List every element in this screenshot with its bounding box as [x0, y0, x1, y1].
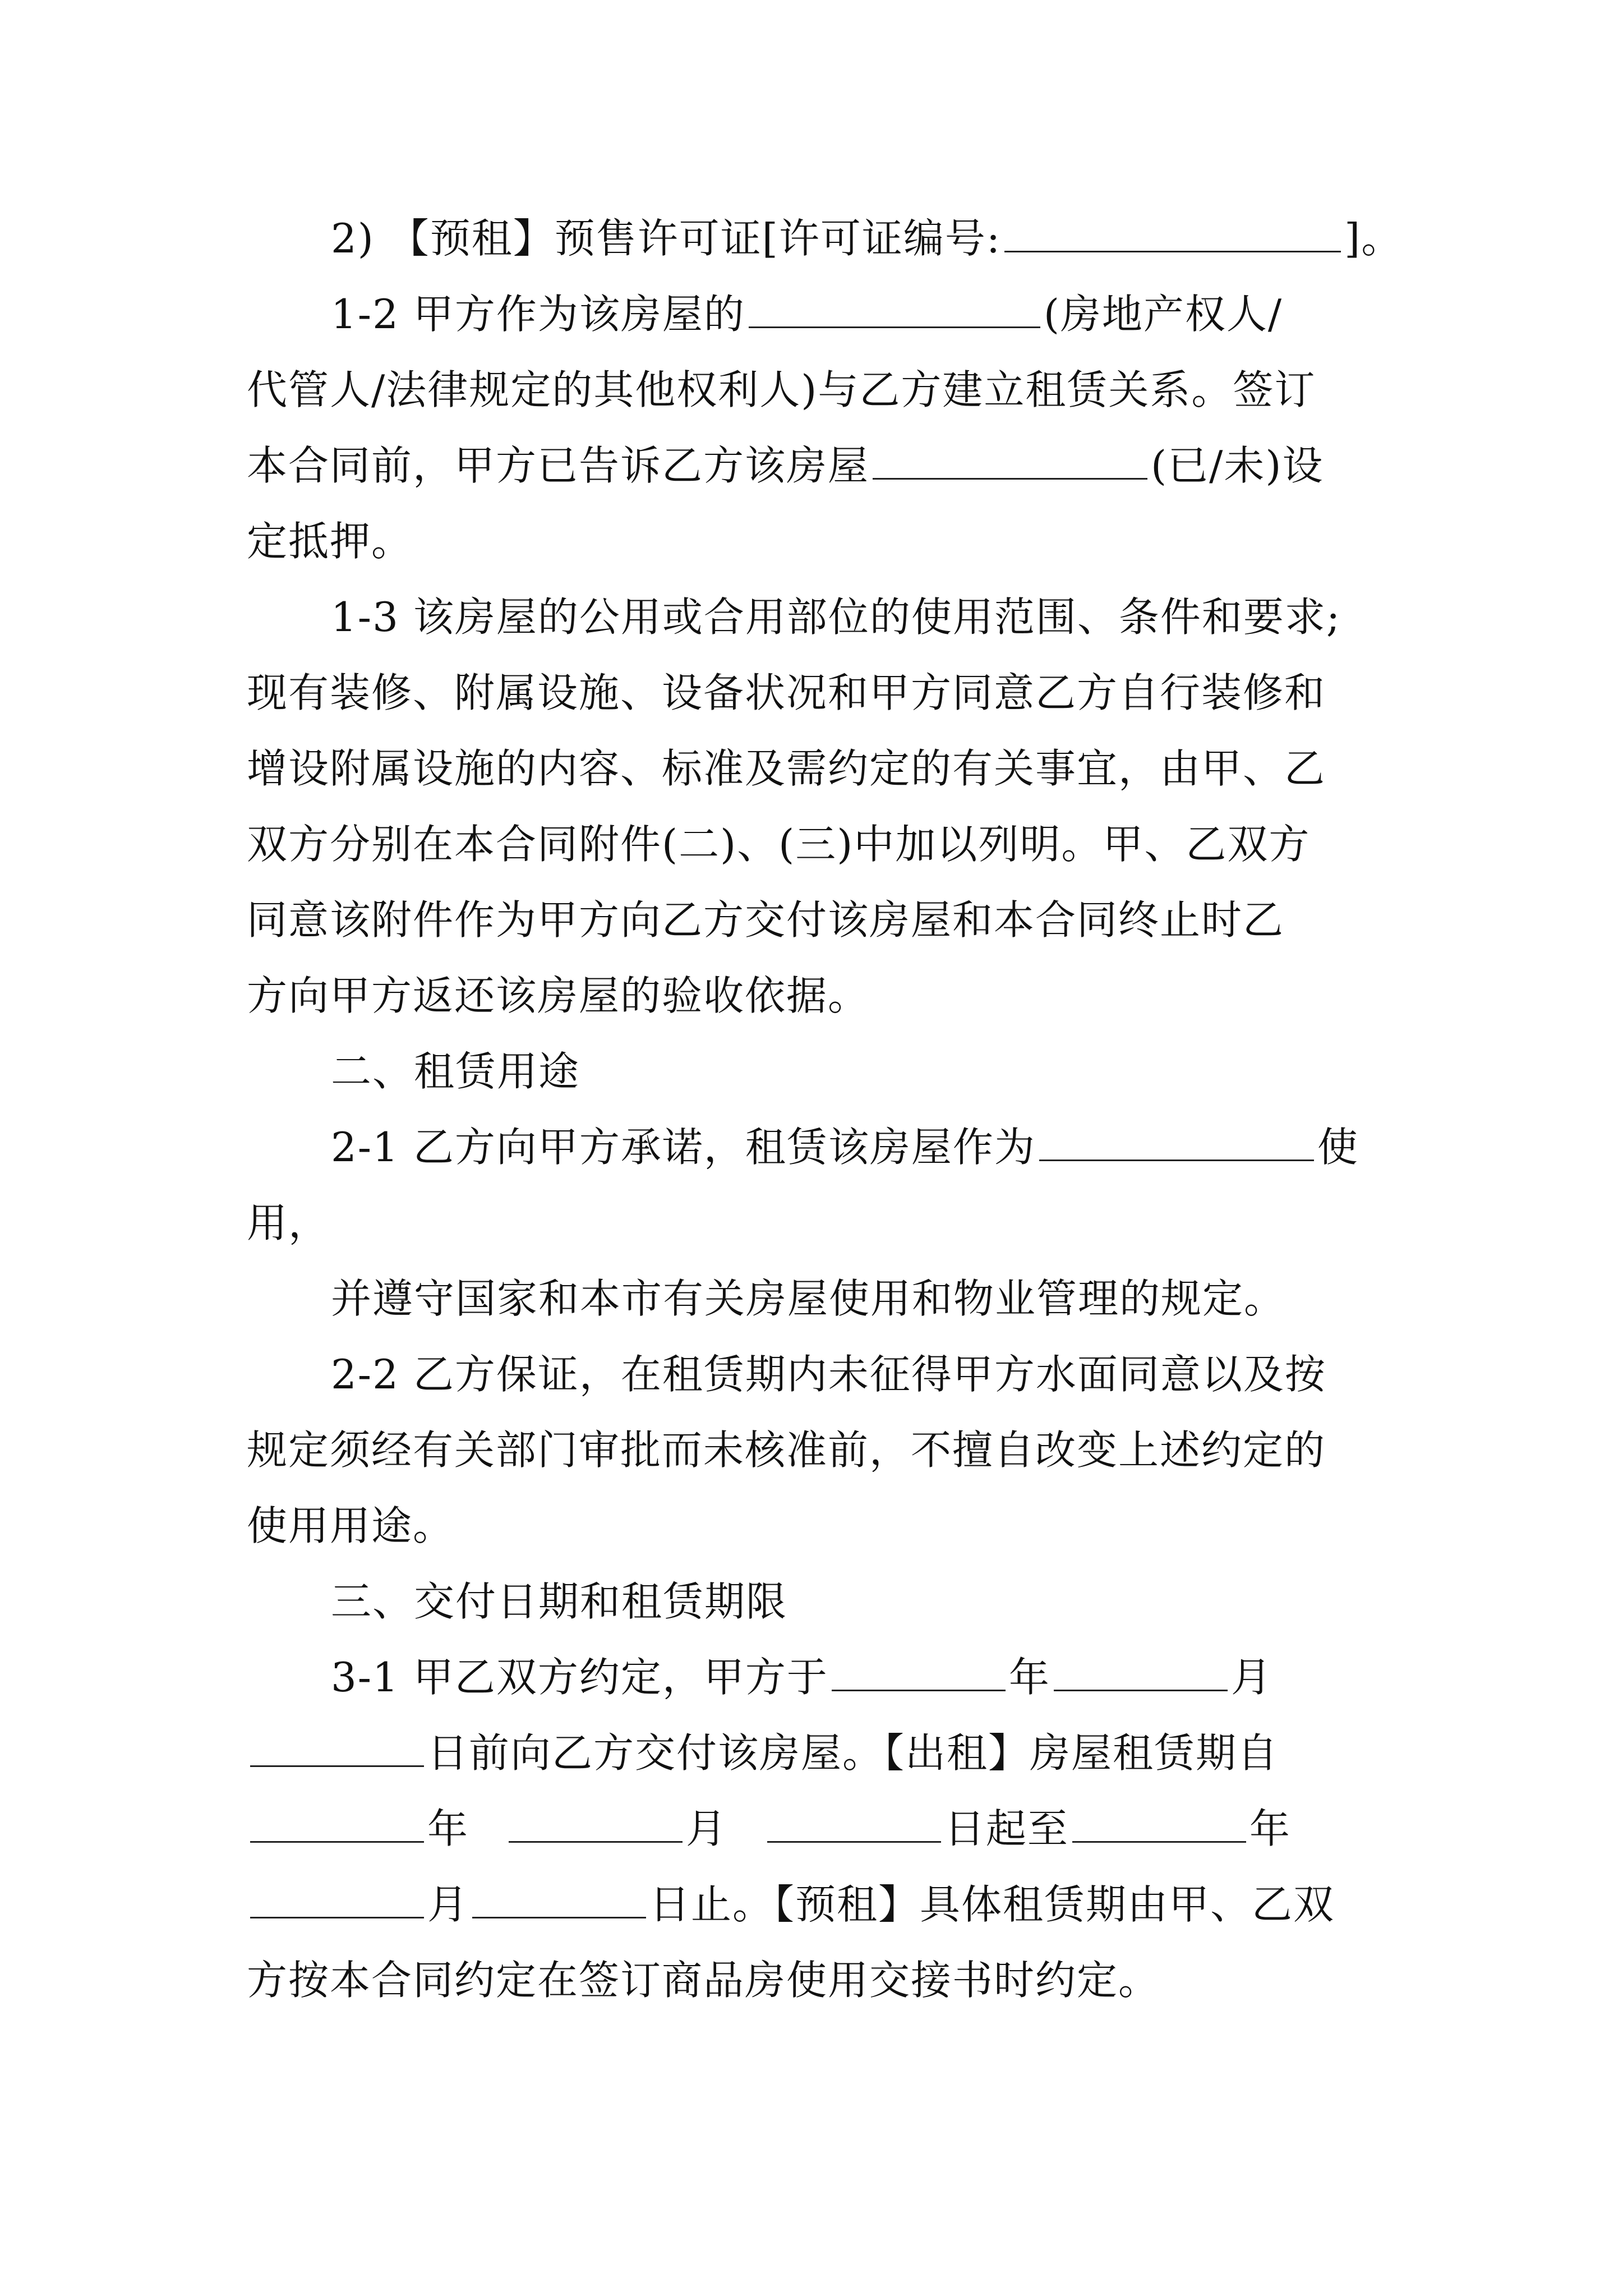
blank-field — [250, 1725, 424, 1767]
blank-field — [1004, 210, 1341, 252]
blank-field — [472, 1876, 646, 1918]
text: 二、租赁用途 — [331, 1048, 580, 1095]
text: 月 — [427, 1881, 469, 1928]
section-heading-lease-purpose — [331, 1041, 1458, 1102]
clause-1-3-line-1 — [331, 586, 1458, 648]
text: 方向甲方返还该房屋的验收依据。 — [247, 972, 870, 1019]
text: 2-2 乙方保证，在租赁期内未征得甲方水面同意以及按 — [331, 1351, 1326, 1398]
text: 2-1 乙方向甲方承诺，租赁该房屋作为 — [331, 1124, 1036, 1171]
text: 日止。【预租】具体租赁期由甲、乙双 — [649, 1881, 1335, 1928]
text: (房地产权人/ — [1043, 291, 1283, 338]
text: 双方分别在本合同附件(二)、(三)中加以列明。甲、乙双方 — [247, 821, 1311, 868]
clause-1-3-line-3 — [247, 738, 1374, 799]
blank-field — [1054, 1649, 1228, 1691]
clause-1-3-line-6 — [247, 965, 1374, 1027]
clause-presale-license — [331, 208, 1458, 269]
blank-field — [749, 286, 1040, 328]
text: 月 — [1230, 1654, 1272, 1701]
clause-1-3-line-5 — [247, 889, 1374, 951]
text: 增设附属设施的内容、标准及需约定的有关事宜，由甲、乙 — [247, 745, 1326, 792]
clause-1-3-line-2 — [247, 662, 1374, 724]
clause-3-1-line-4 — [247, 1874, 1374, 1935]
blank-field — [1072, 1801, 1246, 1843]
text: 并遵守国家和本市有关房屋使用和物业管理的规定。 — [331, 1275, 1286, 1322]
text: 定抵押。 — [247, 518, 413, 565]
text: 日起至 — [944, 1805, 1069, 1852]
text: 3-1 甲乙双方约定，甲方于 — [331, 1654, 828, 1701]
clause-2-1-line-2 — [247, 1192, 1374, 1254]
text: 使用用途。 — [247, 1502, 455, 1549]
blank-field — [250, 1801, 424, 1843]
text: 方按本合同约定在签订商品房使用交接书时约定。 — [247, 1957, 1160, 2004]
clause-2-2-line-3 — [247, 1495, 1374, 1557]
blank-field — [767, 1801, 941, 1843]
text: 1-3 该房屋的公用或合用部位的使用范围、条件和要求; — [331, 593, 1341, 641]
text: 月 — [685, 1805, 727, 1852]
text: 年 — [1249, 1805, 1291, 1852]
clause-3-1-line-3 — [247, 1798, 1374, 1860]
clause-1-3-line-4 — [247, 813, 1374, 875]
clause-2-2-line-1 — [331, 1343, 1458, 1405]
blank-field — [873, 438, 1147, 480]
text: ]。 — [1344, 215, 1403, 262]
text: 日前向乙方交付该房屋。【出租】房屋租赁期自 — [427, 1729, 1279, 1777]
clause-2-1-line-1 — [331, 1116, 1458, 1178]
blank-field — [250, 1876, 424, 1918]
blank-field — [832, 1649, 1006, 1691]
text: 2) 【预租】预售许可证[许可证编号: — [331, 215, 1002, 262]
text: 使 — [1317, 1124, 1359, 1171]
text: 三、交付日期和租赁期限 — [331, 1578, 788, 1625]
text: 同意该附件作为甲方向乙方交付该房屋和本合同终止时乙 — [247, 896, 1285, 944]
clause-3-1-line-5 — [247, 1949, 1374, 2011]
text: 用， — [247, 1199, 330, 1246]
clause-1-2-line-4 — [247, 510, 1374, 572]
clause-3-1-line-1 — [331, 1646, 1458, 1708]
clause-2-2-line-2 — [247, 1419, 1374, 1481]
text: 1-2 甲方作为该房屋的 — [331, 291, 745, 338]
text: 年 — [427, 1805, 469, 1852]
blank-field — [509, 1801, 683, 1843]
text: 本合同前，甲方已告诉乙方该房屋 — [247, 442, 870, 489]
section-heading-delivery-term — [331, 1571, 1458, 1632]
text: 代管人/法律规定的其他权利人)与乙方建立租赁关系。签订 — [247, 366, 1316, 413]
clause-3-1-line-2 — [247, 1722, 1374, 1784]
clause-1-2-line-3 — [247, 435, 1374, 496]
text: (已/未)设 — [1151, 442, 1324, 489]
blank-field — [1039, 1119, 1314, 1161]
text: 现有装修、附属设施、设备状况和甲方同意乙方自行装修和 — [247, 669, 1326, 716]
clause-1-2-line-2 — [247, 359, 1374, 421]
clause-1-2-line-1 — [331, 283, 1458, 345]
clause-2-1-continuation — [331, 1268, 1458, 1329]
text: 年 — [1008, 1654, 1050, 1701]
text: 规定须经有关部门审批而未核准前，不擅自改变上述约定的 — [247, 1427, 1326, 1474]
